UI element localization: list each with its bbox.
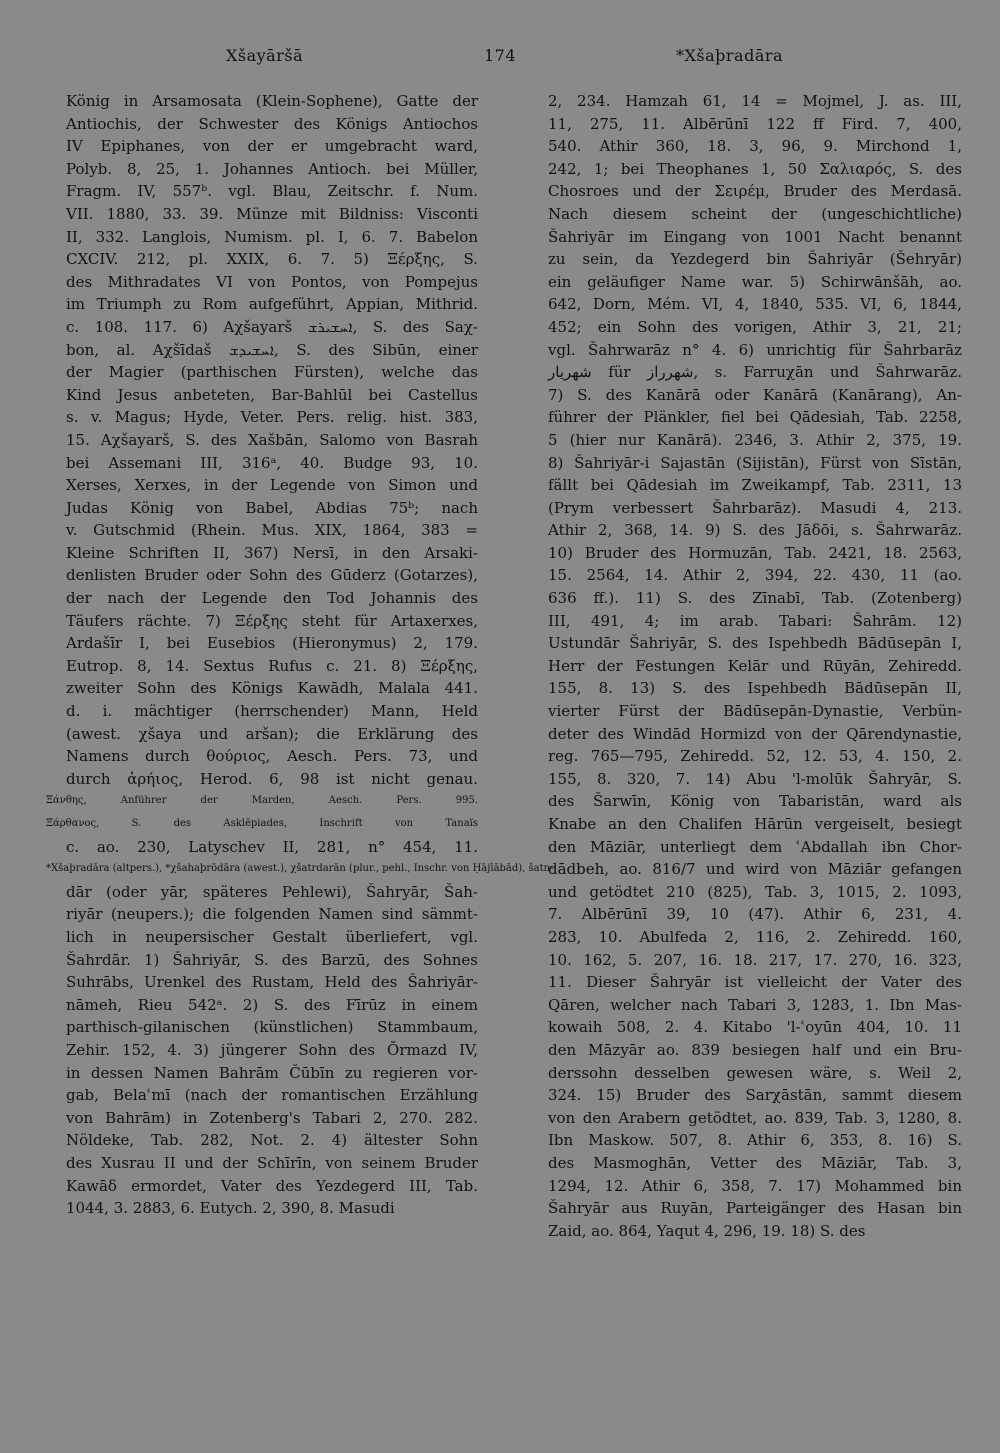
text-line: Ξάνθης, Anführer der Marden, Aesch. Pers. 995. <box>46 795 478 807</box>
text-line: reg. 765—795, Zehiredd. 52, 12. 53, 4. 150, 2. <box>548 747 962 766</box>
text-line: 283, 10. Abulfeda 2, 116, 2. Zehiredd. 160, <box>548 927 962 946</box>
text-line: Kleine Schriften II, 367) Nersī, in den Arsaki- <box>66 543 478 562</box>
text-line: Kawāδ ermordet, Vater des Yezdegerd III, Tab. <box>66 1176 478 1195</box>
text-line: Šahrdār. 1) Šahriyār, S. des Barzū, des Sohnes <box>66 950 478 969</box>
text-line: 324. 15) Bruder des Sarχāstān, sammt diesem <box>548 1086 962 1105</box>
text-line: vgl. Šahrwarāz n° 4. 6) unrichtig für Šahrbarāz <box>548 340 962 359</box>
text-line: *Xšaþradāra (altpers.), *χšahaþrōdāra (awest.), χšatrdarān (plur., pehl., Inschr. von Ḥājīābād), šatn- <box>46 863 554 875</box>
text-line: 7. Albērūnī 39, 10 (47). Athir 6, 231, 4. <box>548 905 962 924</box>
text-line: Xerses, Xerxes, in der Legende von Simon und <box>66 476 478 495</box>
text-line: (Prym verbessert Šahrbarāz). Masudi 4, 213. <box>548 498 962 517</box>
text-line: 155, 8. 13) S. des Ispehbedh Bādūsepān II, <box>548 679 962 698</box>
text-line: Ardašīr I, bei Eusebios (Hieronymus) 2, 179. <box>66 634 478 653</box>
text-line: Nöldeke, Tab. 282, Not. 2. 4) ältester Sohn <box>66 1131 478 1150</box>
text-line: Zaid, ao. 864, Yaqut 4, 296, 19. 18) S. des <box>548 1221 866 1240</box>
text-line: und getödtet 210 (825), Tab. 3, 1015, 2. 1093, <box>548 882 962 901</box>
text-line: Ξάρθανος, S. des Asklēpiades, Inschrift von Tanaïs <box>46 818 478 829</box>
page-header <box>0 46 1000 70</box>
text-line: den Māziār, unterliegt dem ʿAbdallah ibn Chor- <box>548 837 962 856</box>
text-line: Šahryār aus Ruyān, Parteigänger des Hasan bin <box>548 1199 962 1218</box>
text-line: Namens durch θούριος, Aesch. Pers. 73, und <box>66 747 478 766</box>
text-line: CXCIV. 212, pl. XXIX, 6. 7. 5) Ξέρξης, S. <box>66 250 478 269</box>
running-head-right: *Xšaþradāra <box>676 46 784 65</box>
text-line: (awest. χšaya und aršan); die Erklärung des <box>66 724 478 743</box>
text-line: Ibn Maskow. 507, 8. Athir 6, 353, 8. 16) S. <box>548 1131 962 1150</box>
text-line: des Mithradates VI von Pontos, von Pompejus <box>66 272 478 291</box>
text-line: 1294, 12. Athir 6, 358, 7. 17) Mohammed bin <box>548 1176 962 1195</box>
text-line: bei Assemani III, 316ᵃ, 40. Budge 93, 10. <box>66 453 478 472</box>
text-line: 11, 275, 11. Albērūnī 122 ff Fird. 7, 400, <box>548 114 962 133</box>
text-line: führer der Plänkler, fiel bei Qādesiah, Tab. 2258, <box>548 408 962 427</box>
text-line: im Triumph zu Rom aufgeführt, Appian, Mithrid. <box>66 295 478 314</box>
page-number: 174 <box>484 46 517 65</box>
text-line: 7) S. des Kanārā oder Kanārā (Kanārang), An- <box>548 385 962 404</box>
text-line: s. v. Magus; Hyde, Veter. Pers. relig. hist. 383, <box>66 408 478 427</box>
text-line: durch ἀρήιος, Herod. 6, 98 ist nicht genau. <box>66 769 478 788</box>
text-line: fällt bei Qādesiah im Zweikampf, Tab. 2311, 13 <box>548 476 962 495</box>
text-line: gab, Belaʿmī (nach der romantischen Erzählung <box>66 1086 478 1105</box>
right-column <box>548 90 962 1242</box>
text-line: IV Epiphanes, von der er umgebracht ward, <box>66 137 478 156</box>
text-line: Ustundār Šahriyār, S. des Ispehbedh Bādūsepān I, <box>548 634 962 653</box>
text-line: 11. Dieser Šahryār ist vielleicht der Vater des <box>548 973 962 992</box>
text-line: kowaih 508, 2. 4. Kitabo 'l-ʿoyūn 404, 10. 11 <box>548 1018 962 1037</box>
text-line: 1044, 3. 2883, 6. Eutych. 2, 390, 8. Masudi <box>66 1199 395 1218</box>
text-line: zu sein, da Yezdegerd bin Šahriyār (Šehryār) <box>548 250 962 269</box>
text-line: 15. 2564, 14. Athir 2, 394, 22. 430, 11 (ao. <box>548 566 962 585</box>
text-line: parthisch-gilanischen (künstlichen) Stammbaum, <box>66 1018 478 1037</box>
text-line: denlisten Bruder oder Sohn des Gūderz (Gotarzes), <box>66 566 478 585</box>
text-line: Chosroes und der Σειρέμ, Bruder des Merdasā. <box>548 182 962 201</box>
text-line: von Bahrām) in Zotenberg's Tabari 2, 270. 282. <box>66 1108 478 1127</box>
text-line: Herr der Festungen Kelār und Rūyān, Zehiredd. <box>548 656 962 675</box>
text-line: Qāren, welcher nach Tabari 3, 1283, 1. Ibn Mas- <box>548 995 962 1014</box>
text-line: derssohn desselben gewesen wäre, s. Weil 2, <box>548 1063 962 1082</box>
text-line: 452; ein Sohn des vorigen, Athir 3, 21, 21; <box>548 317 962 336</box>
text-line: König in Arsamosata (Klein-Sophene), Gatte der <box>66 92 478 110</box>
text-line: Nach diesem scheint der (ungeschichtliche) <box>548 204 962 223</box>
text-line: bon, al. Aχšīdaš ܐܚܫܝܕܫ, S. des Sibūn, einer <box>66 340 478 359</box>
text-line: dār (oder yār, späteres Pehlewi), Šahryār, Šah- <box>66 882 478 901</box>
text-line: II, 332. Langlois, Numism. pl. I, 6. 7. Babelon <box>66 227 478 246</box>
text-line: Athir 2, 368, 14. 9) S. des Jāδōi, s. Šahrwarāz. <box>548 521 962 540</box>
text-line: c. ao. 230, Latyschev II, 281, n° 454, 11. <box>66 837 478 856</box>
text-line: den Māzyār ao. 839 besiegen half und ein Bru- <box>548 1040 962 1059</box>
text-line: ein geläufiger Name war. 5) Schirwānšāh, ao. <box>548 272 962 291</box>
text-line: deter des Windād Hormizd von der Qārendynastie, <box>548 724 962 743</box>
text-line: Antiochis, der Schwester des Königs Antiochos <box>66 114 478 133</box>
running-head-left: Xšayāršā <box>226 46 304 65</box>
text-line: nāmeh, Rieu 542ᵃ. 2) S. des Fīrūz in einem <box>66 995 478 1014</box>
text-line: Zehir. 152, 4. 3) jüngerer Sohn des Ōrmazd IV, <box>66 1040 478 1059</box>
left-column <box>46 90 554 1220</box>
text-line: in dessen Namen Bahrām Čūbīn zu regieren vor- <box>66 1063 478 1082</box>
text-line: 8) Šahriyār-i Sajastān (Sijistān), Fürst von Sīstān, <box>548 453 962 472</box>
text-line: v. Gutschmid (Rhein. Mus. XIX, 1864, 383 = <box>66 521 478 540</box>
text-line: Fragm. IV, 557ᵇ. vgl. Blau, Zeitschr. f. Num. <box>66 182 478 201</box>
text-line: der nach der Legende den Tod Johannis des <box>66 589 478 608</box>
text-line: der Magier (parthischen Fürsten), welche das <box>66 363 478 382</box>
text-line: III, 491, 4; im arab. Tabari: Šahrām. 12) <box>548 611 962 630</box>
text-line: zweiter Sohn des Königs Kawādh, Malala 441. <box>66 679 478 698</box>
text-line: Šahriyār im Eingang von 1001 Nacht benannt <box>548 227 962 246</box>
text-line: d. i. mächtiger (herrschender) Mann, Held <box>66 702 478 721</box>
text-line: vierter Fürst der Bādūsepān-Dynastie, Verbün- <box>548 702 962 721</box>
text-line: Knabe an den Chalifen Hārūn vergeiselt, besiegt <box>548 815 962 833</box>
text-line: Judas König von Babel, Abdias 75ᵇ; nach <box>66 498 478 517</box>
text-line: riyār (neupers.); die folgenden Namen sind sämmt- <box>66 905 478 924</box>
text-line: von den Arabern getödtet, ao. 839, Tab. 3, 1280, 8. <box>548 1108 962 1127</box>
text-line: شهريار für شهرراز, s. Farruχān und Šahrwarāz. <box>548 363 962 382</box>
text-line: des Masmoghān, Vetter des Māziār, Tab. 3, <box>548 1153 962 1172</box>
text-line: 155, 8. 320, 7. 14) Abu 'l-molūk Šahryār, S. <box>548 769 962 788</box>
text-line: des Šarwīn, König von Tabaristān, ward als <box>548 792 962 811</box>
text-line: 636 ff.). 11) S. des Zīnabī, Tab. (Zotenberg) <box>548 589 962 608</box>
text-line: 10. 162, 5. 207, 16. 18. 217, 17. 270, 16. 323, <box>548 950 962 969</box>
text-line: Täufers rächte. 7) Ξέρξης steht für Artaxerxes, <box>66 611 478 630</box>
text-line: Polyb. 8, 25, 1. Johannes Antioch. bei Müller, <box>66 159 478 178</box>
text-line: 242, 1; bei Theophanes 1, 50 Σαλιαρός, S. des <box>548 159 962 178</box>
text-line: VII. 1880, 33. 39. Münze mit Bildniss: Visconti <box>66 204 478 223</box>
text-line: des Xusrau II und der Schīrīn, von seinem Bruder <box>66 1153 478 1172</box>
text-line: 642, Dorn, Mém. VI, 4, 1840, 535. VI, 6, 1844, <box>548 295 962 314</box>
text-line: 15. Aχšayarš, S. des Xašbān, Salomo von Basrah <box>66 430 478 449</box>
text-line: lich in neupersischer Gestalt überliefert, vgl. <box>66 927 478 946</box>
text-line: 5 (hier nur Kanārā). 2346, 3. Athir 2, 375, 19. <box>548 430 962 449</box>
text-line: 10) Bruder des Hormuzān, Tab. 2421, 18. 2563, <box>548 543 962 562</box>
text-line: Suhrābs, Urenkel des Rustam, Held des Šahriyār- <box>66 973 478 992</box>
text-line: Kind Jesus anbeteten, Bar-Bahlūl bei Castellus <box>66 385 478 404</box>
text-line: 2, 234. Hamzah 61, 14 = Mojmel, J. as. III, <box>548 92 962 110</box>
text-line: c. 108. 117. 6) Aχšayarš ܐܚܫܝܪܫ, S. des Saχ- <box>66 317 478 336</box>
text-line: 540. Athir 360, 18. 3, 96, 9. Mirchond 1, <box>548 137 962 156</box>
text-line: Eutrop. 8, 14. Sextus Rufus c. 21. 8) Ξέρξης, <box>66 656 478 675</box>
text-line: dādbeh, ao. 816/7 und wird von Māziār gefangen <box>548 860 962 879</box>
